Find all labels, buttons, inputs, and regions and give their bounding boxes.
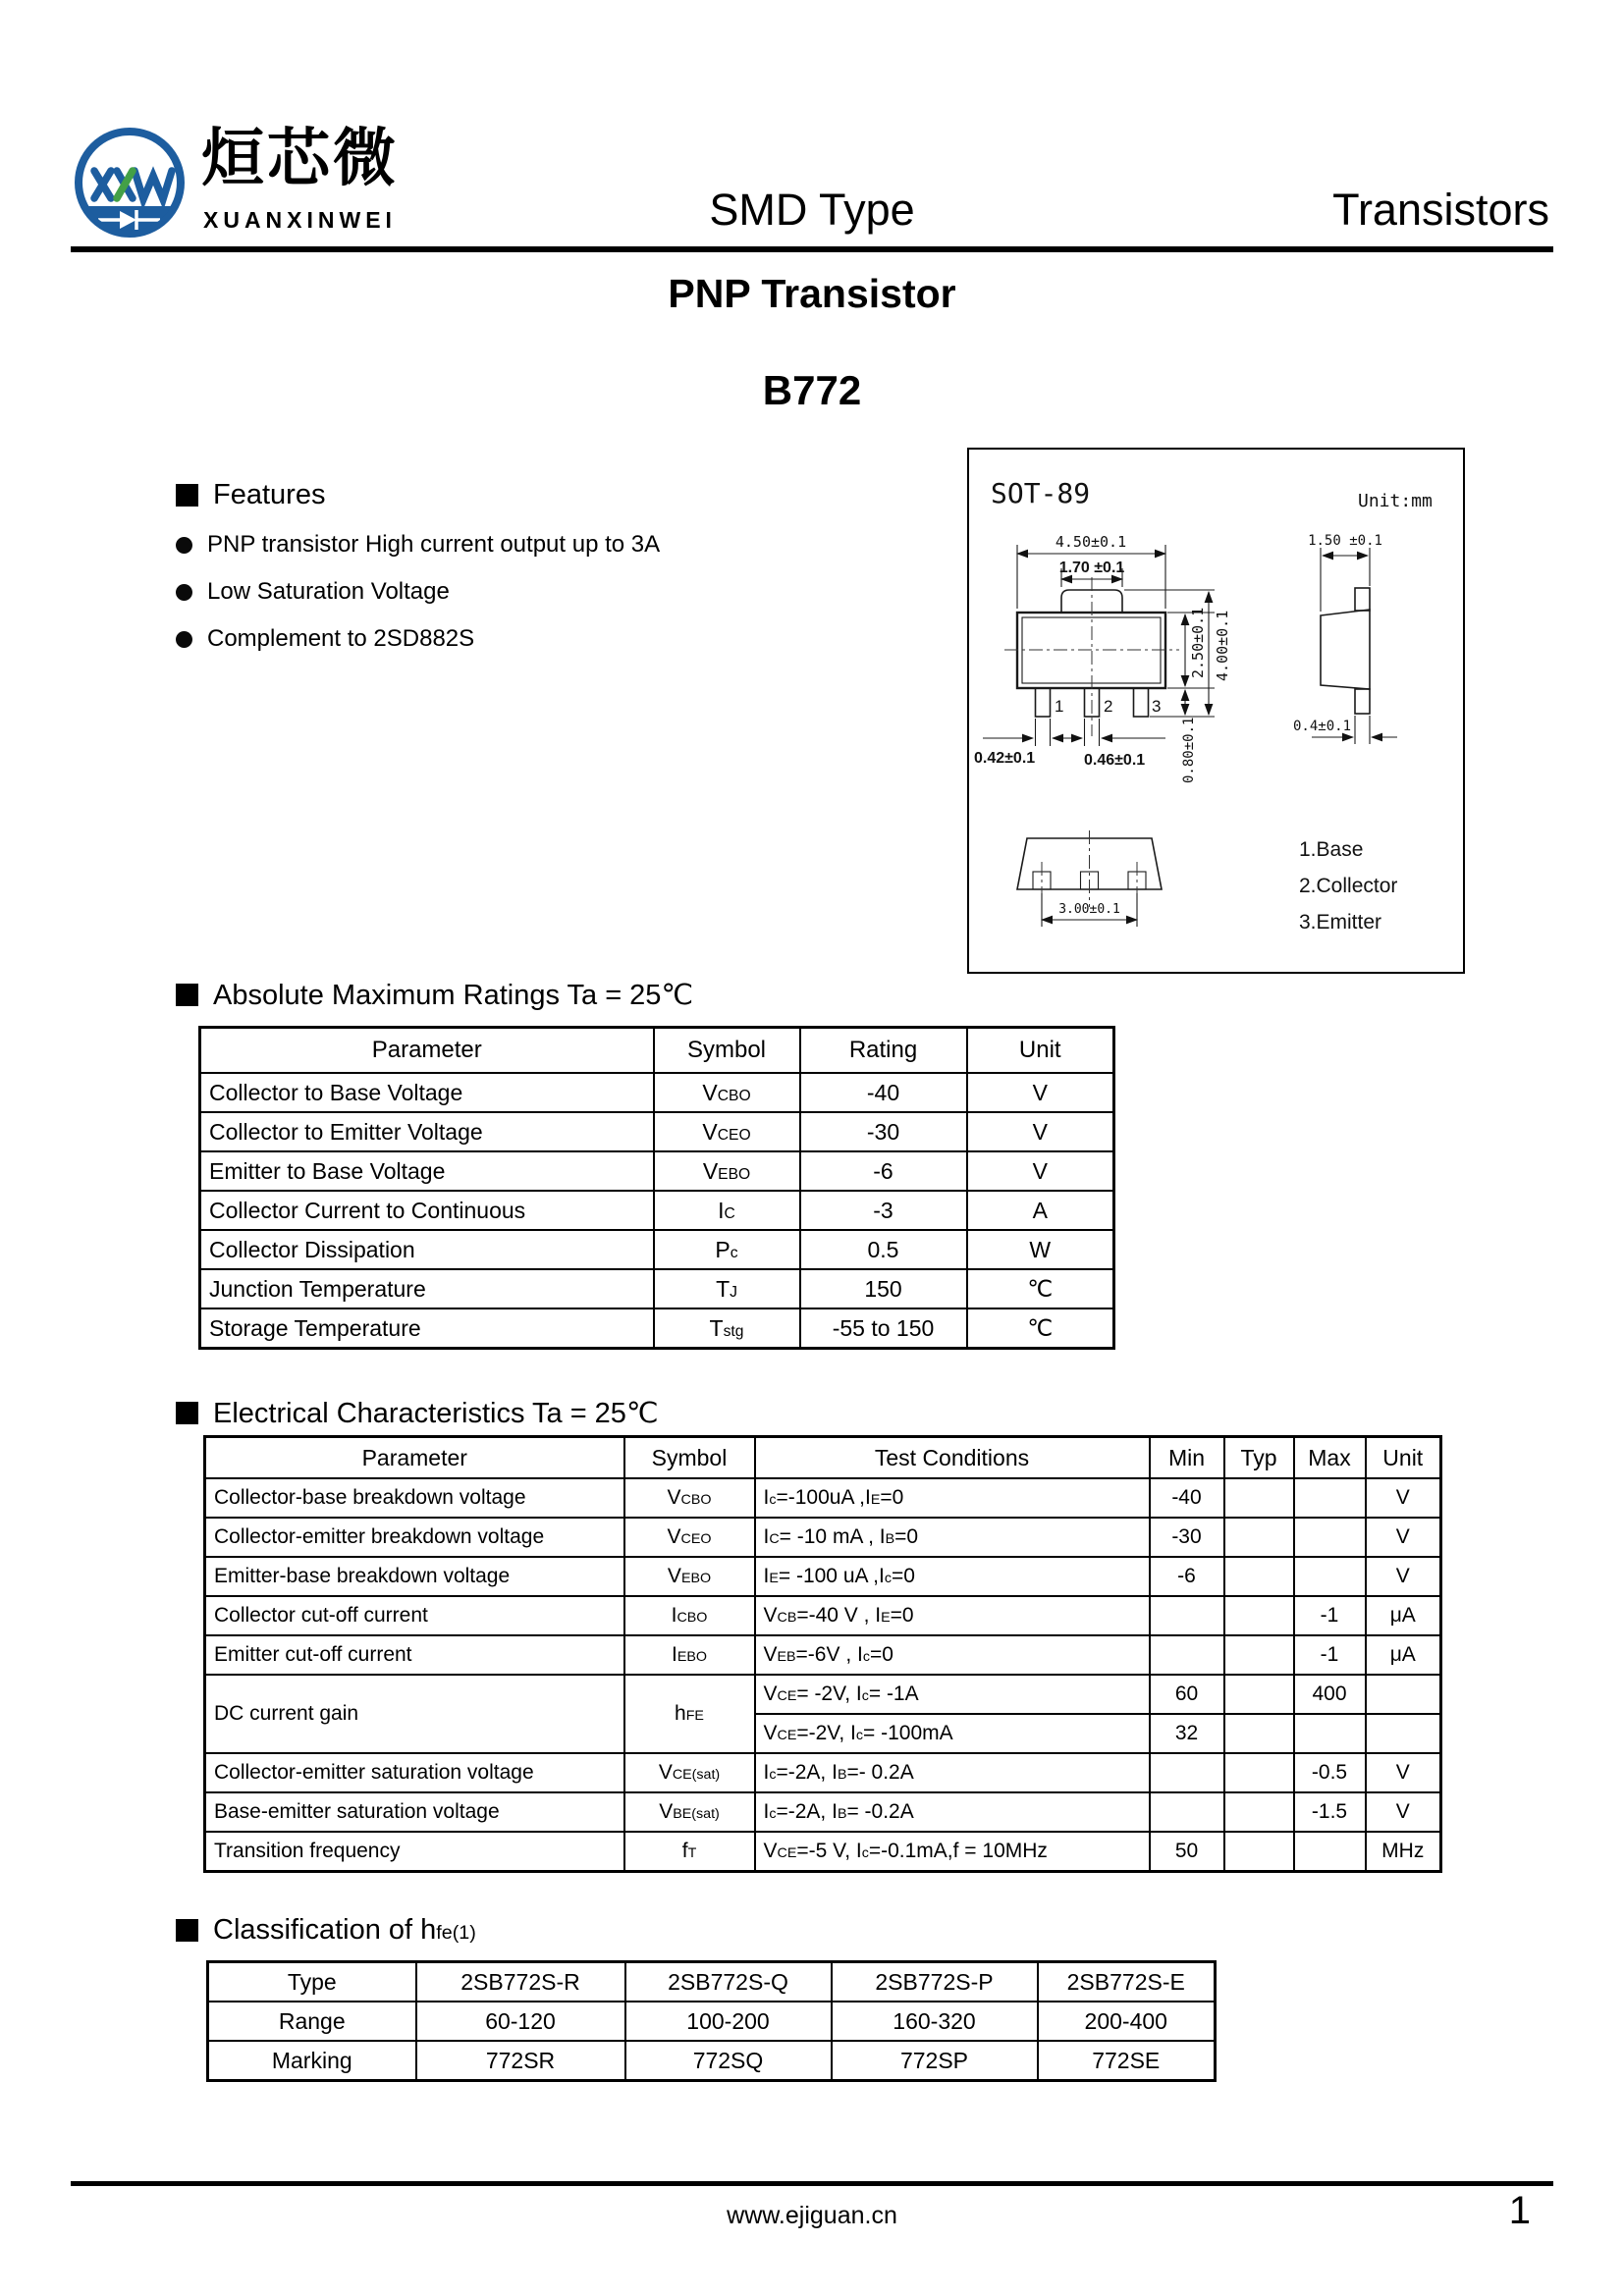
cell-max: -0.5 — [1294, 1753, 1366, 1792]
elec-heading-label: Electrical Characteristics Ta = 25℃ — [213, 1398, 659, 1429]
cell-unit: V — [1366, 1792, 1441, 1832]
cell-symbol: VBE(sat) — [624, 1792, 755, 1832]
cell-param: Collector to Emitter Voltage — [200, 1112, 654, 1151]
cell-param: Collector Dissipation — [200, 1230, 654, 1269]
features-heading-label: Features — [213, 479, 326, 510]
cell-rating: -30 — [800, 1112, 967, 1151]
cell-cond: Ic=-2A, IB=- 0.2A — [755, 1753, 1150, 1792]
feature-text: Complement to 2SD882S — [207, 625, 475, 652]
feature-text: PNP transistor High current output up to 3A — [207, 531, 661, 558]
cell-range: 160-320 — [832, 2002, 1038, 2041]
pin-3 — [1134, 688, 1149, 717]
col-header: Unit — [967, 1028, 1114, 1074]
pin-1 — [1036, 688, 1051, 717]
cell-param: Base-emitter saturation voltage — [205, 1792, 624, 1832]
cell-range: 100-200 — [625, 2002, 832, 2041]
cell-typ — [1224, 1596, 1294, 1635]
pinout-collector: 2.Collector — [1299, 875, 1398, 897]
dim-tab-width: 1.70 ±0.1 — [1058, 560, 1125, 576]
feature-text: Low Saturation Voltage — [207, 578, 450, 605]
table-row — [200, 1230, 1114, 1269]
cell-symbol: VEBO — [654, 1151, 800, 1191]
cell-param: Junction Temperature — [200, 1269, 654, 1308]
cell-cond: Ic=-100uA ,IE=0 — [755, 1478, 1150, 1518]
cell-range: 60-120 — [416, 2002, 625, 2041]
package-name-label: SOT-89 — [991, 477, 1091, 509]
cell-param: Emitter-base breakdown voltage — [205, 1557, 624, 1596]
cell-unit: V — [1366, 1518, 1441, 1557]
cell-max — [1294, 1832, 1366, 1872]
cell-rating: -40 — [800, 1073, 967, 1112]
side-pin — [1355, 689, 1370, 714]
brand-chinese: 烜芯微 — [201, 123, 399, 195]
cell-param: Collector to Base Voltage — [200, 1073, 654, 1112]
side-body — [1321, 610, 1370, 689]
cell-rating: -55 to 150 — [800, 1308, 967, 1349]
cell-typ — [1224, 1714, 1294, 1753]
cell-param: Collector cut-off current — [205, 1596, 624, 1635]
elec-table — [203, 1435, 1442, 1873]
cell-rating: -6 — [800, 1151, 967, 1191]
col-header: Parameter — [200, 1028, 654, 1074]
cell-max: -1.5 — [1294, 1792, 1366, 1832]
cell-param: Collector-emitter saturation voltage — [205, 1753, 624, 1792]
cell-type: 2SB772S-Q — [625, 1962, 832, 2002]
cell-unit — [1366, 1675, 1441, 1714]
cell-param: Transition frequency — [205, 1832, 624, 1872]
abs-max-heading — [176, 978, 693, 1012]
cell-max: 400 — [1294, 1675, 1366, 1714]
cell-symbol: VCBO — [654, 1073, 800, 1112]
cell-type: 2SB772S-R — [416, 1962, 625, 2002]
dim-pad-pitch: 3.00±0.1 — [1058, 902, 1120, 917]
cell-cond: Ic=-2A, IB= -0.2A — [755, 1792, 1150, 1832]
pinout-emitter: 3.Emitter — [1299, 911, 1382, 934]
cell-typ — [1224, 1635, 1294, 1675]
table-row — [205, 1792, 1441, 1832]
table-row — [205, 1832, 1441, 1872]
cell-typ — [1224, 1478, 1294, 1518]
square-bullet-icon — [176, 984, 198, 1006]
dim-pin-gap: 0.46±0.1 — [1084, 752, 1146, 769]
square-bullet-icon — [176, 1919, 198, 1942]
unit-label: Unit:mm — [1358, 491, 1433, 511]
col-header: Symbol — [624, 1437, 755, 1479]
square-bullet-icon — [176, 484, 198, 507]
cell-min — [1150, 1792, 1224, 1832]
cell-symbol: TJ — [654, 1269, 800, 1308]
cell-typ — [1224, 1675, 1294, 1714]
table-row — [205, 1557, 1441, 1596]
cell-unit: μA — [1366, 1635, 1441, 1675]
cell-cond: IC= -10 mA , IB=0 — [755, 1518, 1150, 1557]
cell-unit: V — [967, 1112, 1114, 1151]
cell-unit: ℃ — [967, 1269, 1114, 1308]
cell-symbol: ICBO — [624, 1596, 755, 1635]
table-row — [200, 1269, 1114, 1308]
cell-type: 2SB772S-P — [832, 1962, 1038, 2002]
cell-min: -30 — [1150, 1518, 1224, 1557]
feature-item — [176, 531, 660, 559]
abs-max-table — [198, 1026, 1115, 1350]
doc-type-title: SMD Type — [709, 185, 915, 235]
cell-param: Collector Current to Continuous — [200, 1191, 654, 1230]
cell-symbol: Tstg — [654, 1308, 800, 1349]
cell-unit: A — [967, 1191, 1114, 1230]
table-row — [205, 1675, 1441, 1714]
col-header: Rating — [800, 1028, 967, 1074]
cell-unit — [1366, 1714, 1441, 1753]
cell-marking: 772SE — [1038, 2041, 1216, 2081]
cell-max — [1294, 1557, 1366, 1596]
table-row — [200, 1191, 1114, 1230]
table-row — [208, 2041, 1216, 2081]
feature-item — [176, 625, 660, 653]
cell-marking: 772SQ — [625, 2041, 832, 2081]
category-title: Transistors — [1332, 185, 1549, 235]
cell-unit: V — [967, 1151, 1114, 1191]
feature-item — [176, 578, 660, 606]
cell-range-label: Range — [208, 2002, 416, 2041]
cell-param: Collector-base breakdown voltage — [205, 1478, 624, 1518]
table-row — [200, 1308, 1114, 1349]
cell-symbol: VCEO — [654, 1112, 800, 1151]
table-row — [200, 1073, 1114, 1112]
cell-symbol: VCE(sat) — [624, 1753, 755, 1792]
dim-side-width: 1.50 ±0.1 — [1308, 533, 1382, 549]
cell-cond: IE= -100 uA ,Ic=0 — [755, 1557, 1150, 1596]
cell-cond: VCE= -2V, Ic= -1A — [755, 1675, 1150, 1714]
pin-number: 1 — [1055, 697, 1064, 716]
cell-cond: VEB=-6V , Ic=0 — [755, 1635, 1150, 1675]
side-tab — [1355, 588, 1370, 611]
table-row — [208, 1962, 1216, 2002]
dim-pin-length: 0.80±0.1 — [1181, 717, 1197, 783]
cell-max — [1294, 1518, 1366, 1557]
cell-symbol: IEBO — [624, 1635, 755, 1675]
col-header: Test Conditions — [755, 1437, 1150, 1479]
cell-marking-label: Marking — [208, 2041, 416, 2081]
cell-cond: VCE=-2V, Ic= -100mA — [755, 1714, 1150, 1753]
cell-max — [1294, 1714, 1366, 1753]
col-header: Parameter — [205, 1437, 624, 1479]
part-number: B772 — [762, 367, 862, 413]
cell-min — [1150, 1635, 1224, 1675]
cell-min — [1150, 1753, 1224, 1792]
cell-param: Storage Temperature — [200, 1308, 654, 1349]
table-header-row — [200, 1028, 1114, 1074]
table-row — [205, 1753, 1441, 1792]
cell-min: -40 — [1150, 1478, 1224, 1518]
cell-min: 32 — [1150, 1714, 1224, 1753]
cell-unit: V — [967, 1073, 1114, 1112]
abs-max-heading-label: Absolute Maximum Ratings Ta = 25℃ — [213, 980, 694, 1011]
footer-website: www.ejiguan.cn — [727, 2202, 897, 2229]
table-row — [205, 1635, 1441, 1675]
cell-param: Collector-emitter breakdown voltage — [205, 1518, 624, 1557]
cell-unit: MHz — [1366, 1832, 1441, 1872]
circle-bullet-icon — [176, 631, 192, 648]
cell-unit: μA — [1366, 1596, 1441, 1635]
cell-max: -1 — [1294, 1596, 1366, 1635]
cell-typ — [1224, 1753, 1294, 1792]
table-row — [200, 1112, 1114, 1151]
package-outline-svg — [969, 450, 1463, 972]
cell-rating: 150 — [800, 1269, 967, 1308]
cell-cond: VCB=-40 V , IE=0 — [755, 1596, 1150, 1635]
cell-unit: V — [1366, 1753, 1441, 1792]
cell-marking: 772SR — [416, 2041, 625, 2081]
page-title: PNP Transistor — [668, 271, 956, 316]
col-header: Max — [1294, 1437, 1366, 1479]
col-header: Symbol — [654, 1028, 800, 1074]
cell-type: 2SB772S-E — [1038, 1962, 1216, 2002]
cell-min: 60 — [1150, 1675, 1224, 1714]
cell-unit: V — [1366, 1557, 1441, 1596]
header-rule — [71, 246, 1553, 252]
cell-rating: -3 — [800, 1191, 967, 1230]
dim-top-width: 4.50±0.1 — [1055, 533, 1127, 551]
cell-cond: VCE=-5 V, Ic=-0.1mA,f = 10MHz — [755, 1832, 1150, 1872]
cell-min: -6 — [1150, 1557, 1224, 1596]
cell-max — [1294, 1478, 1366, 1518]
pin-number: 3 — [1152, 697, 1162, 716]
elec-heading — [176, 1396, 659, 1430]
brand-english: XUANXINWEI — [203, 207, 397, 233]
footer-rule — [71, 2181, 1553, 2186]
cell-typ — [1224, 1518, 1294, 1557]
square-bullet-icon — [176, 1402, 198, 1424]
table-row — [205, 1478, 1441, 1518]
cell-param: Emitter to Base Voltage — [200, 1151, 654, 1191]
package-drawing-box — [967, 448, 1465, 974]
cell-marking: 772SP — [832, 2041, 1038, 2081]
cell-symbol: VEBO — [624, 1557, 755, 1596]
cell-unit: V — [1366, 1478, 1441, 1518]
cell-symbol: Pc — [654, 1230, 800, 1269]
cell-typ — [1224, 1832, 1294, 1872]
table-row — [208, 2002, 1216, 2041]
cell-min — [1150, 1596, 1224, 1635]
cell-symbol: VCEO — [624, 1518, 755, 1557]
cell-typ — [1224, 1792, 1294, 1832]
pin-number: 2 — [1104, 697, 1113, 716]
table-row — [200, 1151, 1114, 1191]
circle-bullet-icon — [176, 537, 192, 554]
cell-unit: W — [967, 1230, 1114, 1269]
cell-range: 200-400 — [1038, 2002, 1216, 2041]
classification-heading — [176, 1914, 476, 1947]
dim-pin-width: 0.42±0.1 — [974, 750, 1036, 767]
cell-param: DC current gain — [205, 1675, 624, 1753]
cell-symbol: IC — [654, 1191, 800, 1230]
page-number: 1 — [1508, 2189, 1531, 2232]
col-header: Typ — [1224, 1437, 1294, 1479]
cell-type-label: Type — [208, 1962, 416, 2002]
cell-max: -1 — [1294, 1635, 1366, 1675]
cell-unit: ℃ — [967, 1308, 1114, 1349]
dim-body-height: 2.50±0.1 — [1189, 607, 1207, 678]
table-header-row — [205, 1437, 1441, 1479]
classification-heading-label: Classification of hfe(1) — [213, 1914, 476, 1946]
col-header: Min — [1150, 1437, 1224, 1479]
col-header: Unit — [1366, 1437, 1441, 1479]
cell-symbol: fT — [624, 1832, 755, 1872]
cell-typ — [1224, 1557, 1294, 1596]
circle-bullet-icon — [176, 584, 192, 601]
table-row — [205, 1518, 1441, 1557]
dim-total-height: 4.00±0.1 — [1214, 610, 1231, 681]
cell-min: 50 — [1150, 1832, 1224, 1872]
features-heading — [176, 479, 660, 511]
cell-symbol: VCBO — [624, 1478, 755, 1518]
cell-param: Emitter cut-off current — [205, 1635, 624, 1675]
dim-lead-thickness: 0.4±0.1 — [1293, 719, 1352, 734]
table-row — [205, 1596, 1441, 1635]
cell-rating: 0.5 — [800, 1230, 967, 1269]
cell-symbol: hFE — [624, 1675, 755, 1753]
pinout-base: 1.Base — [1299, 838, 1364, 861]
classification-table — [206, 1960, 1217, 2082]
features-section — [176, 479, 660, 653]
